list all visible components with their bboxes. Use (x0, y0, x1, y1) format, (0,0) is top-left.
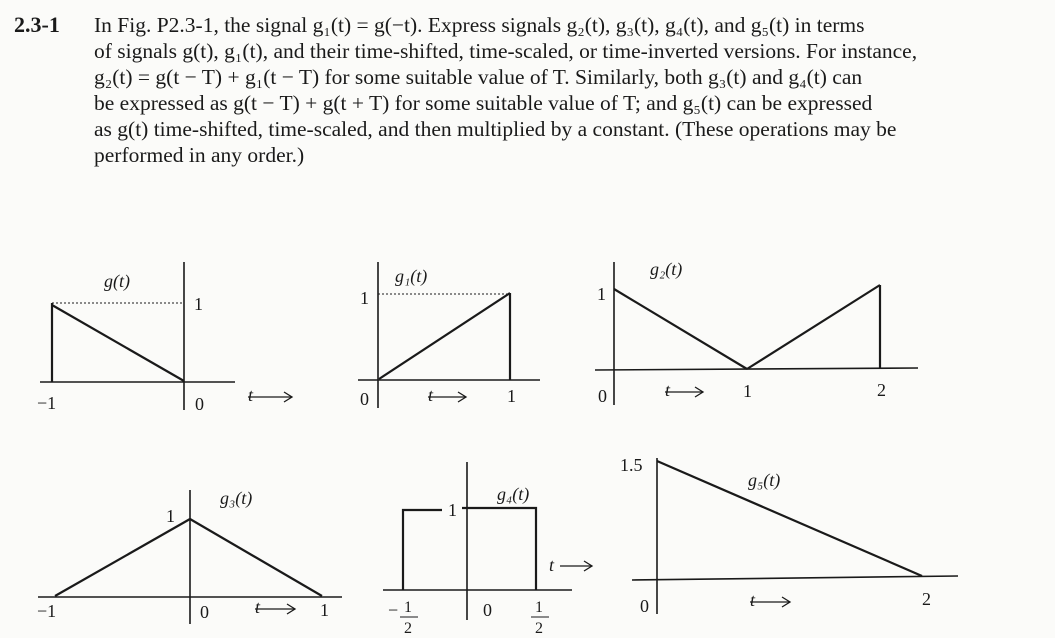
tick-label: 0 (483, 600, 492, 620)
signal-curve (379, 293, 510, 379)
frac-numerator: 1 (535, 599, 543, 616)
signal-curve (614, 289, 747, 369)
problem-line: be expressed as g(t − T) + g(t + T) for some suitable value of T; and g₅(t) can be expressed (94, 91, 873, 115)
tick-label: 1 (743, 381, 752, 401)
value-label: 1.5 (620, 455, 643, 475)
plot-title-g5: g₅(t) (748, 470, 781, 490)
problem-line: g₂(t) = g(t − T) + g₁(t − T) for some suitable value of T. Similarly, both g₃(t) and g₄(t) can (94, 65, 863, 89)
tick-label: −1 (37, 393, 57, 413)
value-label: 1 (448, 500, 457, 520)
plot-title-g: g(t) (104, 271, 130, 291)
t-label: t (750, 590, 756, 610)
value-label: 1 (194, 294, 203, 314)
plot-title-g3: g₃(t) (220, 488, 253, 508)
problem-line: of signals g(t), g₁(t), and their time-shifted, time-scaled, or time-inverted versions. For instance, (94, 39, 918, 63)
signal-curve (657, 461, 922, 576)
signal-curve (190, 519, 322, 596)
plot-g (40, 262, 292, 410)
signal-curve (52, 305, 184, 381)
tick-label: 2 (922, 589, 931, 609)
signal-curve (747, 285, 880, 369)
tick-label: −1 (37, 601, 57, 621)
value-label: 1 (597, 284, 606, 304)
t-label: t (665, 380, 671, 400)
problem-line: In Fig. P2.3-1, the signal g₁(t) = g(−t). Express signals g₂(t), g₃(t), g₄(t), and g₅(t) in terms (94, 13, 865, 37)
value-label: 1 (166, 506, 175, 526)
signal-curve (55, 519, 190, 596)
t-label: t (549, 555, 555, 575)
frac-denominator: 2 (404, 620, 412, 637)
frac-denominator: 2 (535, 620, 543, 637)
tick-label: 1 (507, 386, 516, 406)
t-label: t (428, 385, 434, 405)
plot-g4 (383, 462, 592, 620)
tick-label: 0 (360, 389, 369, 409)
tick-label: − (388, 600, 399, 620)
plot-g2 (595, 262, 918, 405)
plot-g3 (38, 490, 342, 624)
signal-curve (403, 510, 442, 590)
problem-line: performed in any order.) (94, 143, 305, 167)
t-axis (595, 368, 918, 370)
tick-label: 2 (877, 380, 886, 400)
value-label: 1 (360, 288, 369, 308)
problem-line: as g(t) time-shifted, time-scaled, and then multiplied by a constant. (These operations may be (94, 117, 897, 141)
tick-label: 0 (640, 596, 649, 616)
t-label: t (248, 385, 254, 405)
plot-g5 (632, 458, 958, 614)
tick-label: 0 (200, 602, 209, 622)
tick-label: 1 (320, 600, 329, 620)
problem-number: 2.3-1 (14, 12, 60, 37)
plot-title-g4: g₄(t) (497, 484, 530, 504)
tick-label: 0 (598, 386, 607, 406)
frac-numerator: 1 (404, 599, 412, 616)
signal-curve (462, 508, 536, 590)
t-label: t (255, 597, 261, 617)
plot-title-g2: g₂(t) (650, 259, 683, 279)
plot-title-g1: g₁(t) (395, 266, 428, 286)
t-axis (632, 576, 958, 580)
tick-label: 0 (195, 394, 204, 414)
